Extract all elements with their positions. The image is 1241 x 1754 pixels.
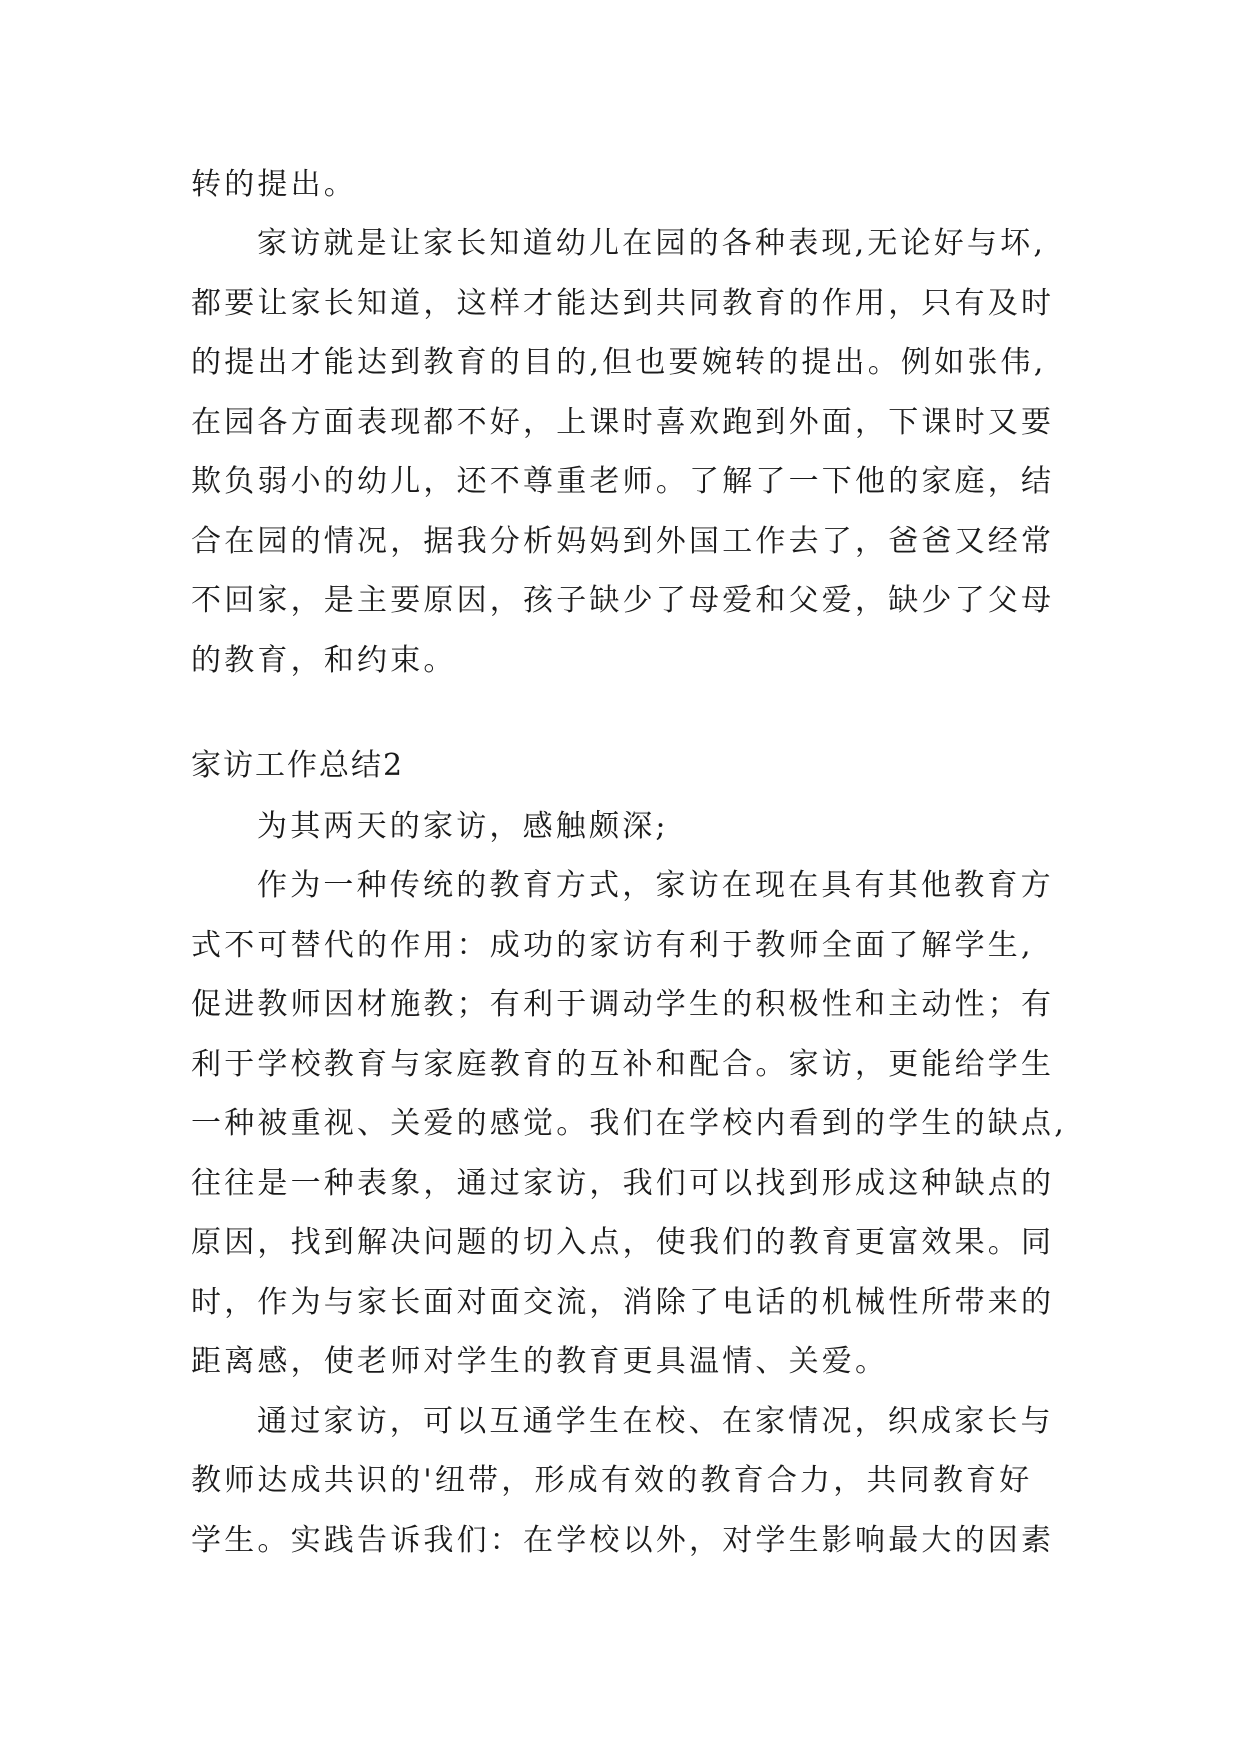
paragraph-line: 在园各方面表现都不好，上课时喜欢跑到外面，下课时又要	[191, 405, 1055, 440]
paragraph-line: 的提出才能达到教育的目的,但也要婉转的提出。例如张伟,	[191, 345, 1047, 380]
paragraph-line: 通过家访，可以互通学生在校、在家情况，织成家长与	[257, 1404, 1054, 1439]
paragraph-line: 为其两天的家访，感触颇深;	[257, 809, 669, 844]
paragraph-line: 促进教师因材施教；有利于调动学生的积极性和主动性；有	[191, 987, 1055, 1022]
paragraph-line: 时，作为与家长面对面交流，消除了电话的机械性所带来的	[191, 1285, 1055, 1320]
paragraph-line: 距离感，使老师对学生的教育更具温情、关爱。	[191, 1344, 889, 1379]
section-heading: 家访工作总结2	[191, 748, 405, 783]
paragraph-line: 家访就是让家长知道幼儿在园的各种表现,无论好与坏,	[257, 226, 1047, 261]
paragraph-line: 往往是一种表象，通过家访，我们可以找到形成这种缺点的	[191, 1166, 1055, 1201]
paragraph-line: 原因，找到解决问题的切入点，使我们的教育更富效果。同	[191, 1225, 1055, 1260]
paragraph-line: 合在园的情况，据我分析妈妈到外国工作去了，爸爸又经常	[191, 524, 1055, 559]
paragraph-line: 欺负弱小的幼儿，还不尊重老师。了解了一下他的家庭，结	[191, 464, 1055, 499]
paragraph-line: 的教育，和约束。	[191, 643, 457, 678]
paragraph-line: 作为一种传统的教育方式，家访在现在具有其他教育方	[257, 868, 1054, 903]
paragraph-line: 都要让家长知道，这样才能达到共同教育的作用，只有及时	[191, 286, 1055, 321]
paragraph-line: 教师达成共识的'纽带，形成有效的教育合力，共同教育好	[191, 1463, 1033, 1498]
paragraph-line: 学生。实践告诉我们：在学校以外，对学生影响最大的因素	[191, 1523, 1055, 1558]
paragraph-line: 转的提出。	[191, 167, 357, 202]
paragraph-line: 式不可替代的作用：成功的家访有利于教师全面了解学生,	[191, 928, 1034, 963]
paragraph-line: 利于学校教育与家庭教育的互补和配合。家访，更能给学生	[191, 1047, 1055, 1082]
paragraph-line: 一种被重视、关爱的感觉。我们在学校内看到的学生的缺点,	[191, 1106, 1067, 1141]
paragraph-line: 不回家，是主要原因，孩子缺少了母爱和父爱，缺少了父母	[191, 583, 1055, 618]
